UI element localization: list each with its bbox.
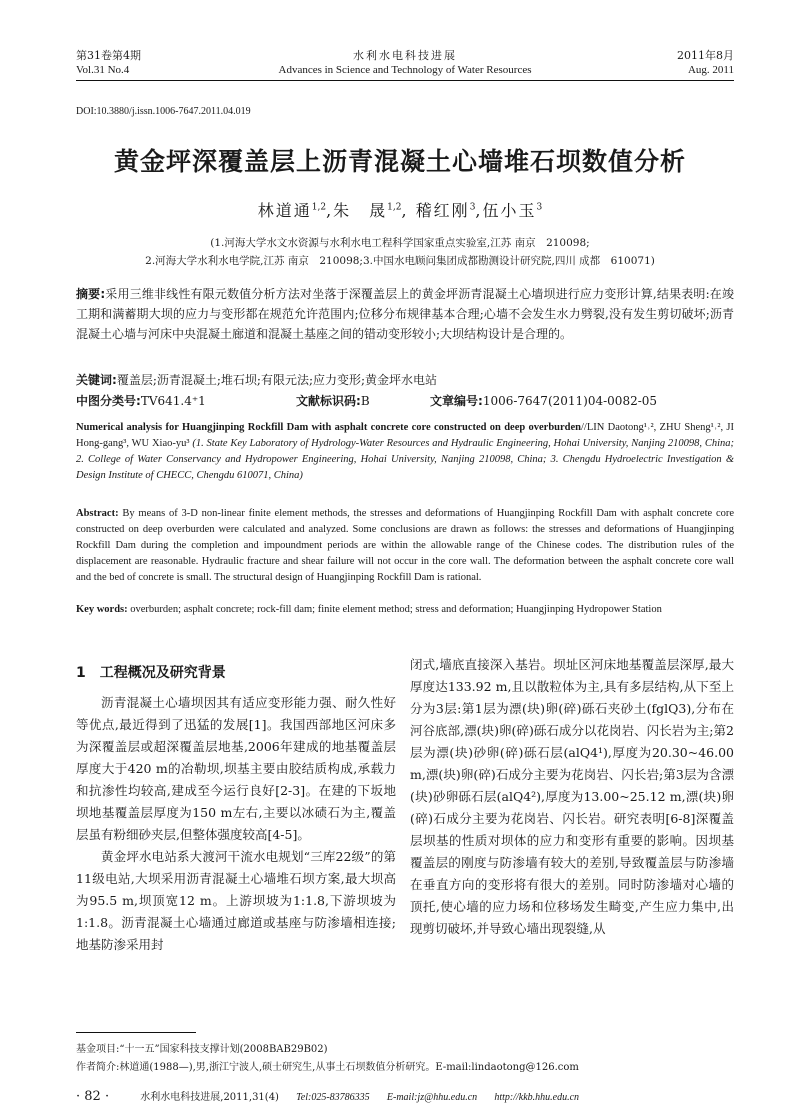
footnote-author: 作者简介:林道通(1988—),男,浙江宁波人,硕士研究生,从事土石坝数值分析研究。E-mail:lindaotong@126.com [76,1062,579,1073]
page-number: · 82 · [76,1089,110,1104]
author-list: 林道通$^{1,2}$,朱 晟$^{1,2}$, 稽红刚$^3$,伍小玉$^3$ [257,201,543,220]
keywords-cn-text: 覆盖层;沥青混凝土;堆石坝;有限元法;应力变形;黄金坪水电站 [116,373,438,387]
header-journal [76,48,734,78]
header-date-cn: 2011年8月 [677,49,734,62]
footer-url[interactable]: http://kkb.hhu.edu.cn [494,1092,580,1103]
body-paragraph: 闭式,墙底直接深入基岩。坝址区河床地基覆盖层深厚,最大厚度达133.92 m,且以散粒体为主,具有多层结构,从下至上分为3层:第1层为漂(块)卵(碎)砾石夹砂土(fglQ3),分布在河谷底部,漂(块)卵(碎)砾石成分以花岗岩、闪长岩为主;第2层为漂(块)砂卵(碎)砾石层(alQ4¹),厚度为20.30~46.00 m,漂(块)卵(碎)石成分主要为花岗岩、闪长岩;第3层为含漂(块)砂卵砾石层(alQ4²),厚度为13.00~25.12 m,漂(块)卵(碎)石成分主要为花岗岩、闪长岩。研究表明[6-8]深覆盖层坝基的性质对坝体的应力和变形有重要的影响。因坝基覆盖层的刚度与防渗墙有较大的差别,导致覆盖层与防渗墙在垂直方向的变形将有很大的差别。同时防渗墙对心墙的顶托,使心墙的应力场和位移场发生畸变,产生应力集中,出现剪切破坏,并导致心墙出现裂缝,从 [410,657,734,936]
doi: DOI:10.3880/j.issn.1006-7647.2011.04.019 [76,106,251,117]
footer-tel: Tel:025-83786335 [296,1092,370,1103]
keywords-en [76,602,734,618]
author-name: 朱 晟 [333,201,388,220]
author-affil-mark: 3 [469,202,476,213]
running-header [76,46,734,81]
section-heading: 1 工程概况及研究背景 [76,665,226,681]
keywords-en-text: overburden; asphalt concrete; rock-fill dam; finite element method; stress and deformation; Huangjinping Hydropower Station [130,604,662,615]
affiliation-line: (1.河海大学水文水资源与水利水电工程科学国家重点实验室,江苏 南京 210098; [210,237,590,249]
header-volume-en: Vol.31 No.4 [76,64,130,76]
article-number-value: 1006-7647(2011)04-0082-05 [482,394,658,408]
page-footer [76,1088,579,1104]
body-paragraph: 黄金坪水电站系大渡河干流水电规划“三库22级”的第11级电站,大坝采用沥青混凝土心墙堆石坝方案,最大坝高为95.5 m,坝顶宽12 m。上游坝坡为1:1.8,下游坝坡为1:1.8。沥青混凝土心墙通过廊道或基座与防渗墙相连接;地基防渗采用封 [76,849,396,952]
footer-email[interactable]: E-mail:jz@hhu.edu.cn [386,1092,478,1103]
header-journal-cn: 水利水电科技进展 [353,49,457,62]
body-paragraph: 沥青混凝土心墙坝因其有适应变形能力强、耐久性好等优点,最近得到了迅猛的发展[1]。我国西部地区河床多为深覆盖层或超深覆盖层地基,2006年建成的地基覆盖层厚度大于420 m的冶勒坝,坝基主要由胶结质构成,承载力和抗渗性均较高,建成至今运行良好[2-3]。在建的下坂地坝地基覆盖层厚度为150 m左右,主要以冰碛石为主,覆盖层虽有粉细砂夹层,但整体强度较高[4-5]。 [76,695,396,842]
author-affil-mark: 3 [536,202,543,213]
footer-journal: 水利水电科技进展,2011,31(4) [140,1092,279,1103]
body-column-left [76,662,396,956]
body-column-right [410,654,734,940]
abstract-cn-text: 采用三维非线性有限元数值分析方法对坐落于深覆盖层上的黄金坪沥青混凝土心墙坝进行应力变形计算,结果表明:在竣工期和满蓄期大坝的应力与变形都在规范允许范围内;位移分布规律基本合理;心墙不会发生水力劈裂,没有发生剪切破坏;沥青混凝土心墙与河床中央混凝土廊道和混凝土基座之间的错动变形较小;大坝结构设计是合理的。 [76,287,734,341]
author-name: 林道通 [257,201,312,220]
english-title-block [76,420,734,484]
abstract-cn [76,284,734,344]
keywords-cn [76,370,734,390]
header-journal-en: Advances in Science and Technology of Water Resources [278,64,532,76]
article-number-label: 文章编号: [430,394,483,408]
clc-number [76,392,206,409]
author-affil-mark: 1,2 [387,202,402,213]
affiliation-line: 2.河海大学水利水电学院,江苏 南京 210098;3.中国水电顾问集团成都勘测设计研究院,四川 成都 610071) [145,255,655,267]
article-number [430,392,657,409]
keywords-en-label: Key words: [76,604,128,615]
english-authors: //LIN Daotong¹˒², ZHU Sheng¹˒², JI Hong-gang³, WU Xiao-yu³ [76,422,734,449]
author-name: 伍小玉 [482,201,537,220]
header-volume-cn: 第31卷第4期 [76,49,141,62]
clc-label: 中图分类号: [76,394,141,408]
abstract-en-text: By means of 3-D non-linear finite element methods, the stresses and deformations of Huangjinping Rockfill Dam with asphalt concrete core constructed on deep overburden were calculated and analyzed. Some conclusions are drawn as follows: the stresses and deformations of Huangjinping Rockfill Dam during the completion and impoundment periods are within the allowable range of the Chinese codes. The distribution rules of the displacement are reasonable. Hydraulic fracture and shear failure will not occur in the core wall. The deformation between the asphalt concrete core wall and the bed of concrete is small. The structural design of Huangjinping Rockfill Dam is rational. [76,508,735,583]
english-affiliations: (1. State Key Laboratory of Hydrology-Water Resources and Hydraulic Engineering, Hohai University, Nanjing 210098, China; 2. College of Water Conservancy and Hydropower Engineering, Hohai University, Nanjing 210098, China; 3. Chengdu Hydroelectric Investigation & Design Institute of CHECC, Chengdu 610071, China) [76,438,734,481]
document-code [296,392,370,409]
keywords-cn-label: 关键词: [76,373,117,387]
abstract-cn-label: 摘要: [76,287,106,301]
abstract-en [76,506,734,586]
footnote-rule [76,1032,196,1033]
header-date-en: Aug. 2011 [687,64,734,76]
header-date [677,48,734,78]
doc-code-value: B [360,394,370,408]
abstract-en-label: Abstract: [76,508,119,519]
footnote-fund: 基金项目:“十一五”国家科技支撑计划(2008BAB29B02) [76,1044,328,1055]
author-affil-mark: 1,2 [311,202,327,213]
clc-value: TV641.4⁺1 [140,394,206,408]
author-name: 稽红刚 [415,201,470,220]
doc-code-label: 文献标识码: [296,394,361,408]
article-title: 黄金坪深覆盖层上沥青混凝土心墙堆石坝数值分析 [113,147,686,176]
english-title: Numerical analysis for Huangjinping Rockfill Dam with asphalt concrete core constructed on deep overburden [76,422,582,433]
